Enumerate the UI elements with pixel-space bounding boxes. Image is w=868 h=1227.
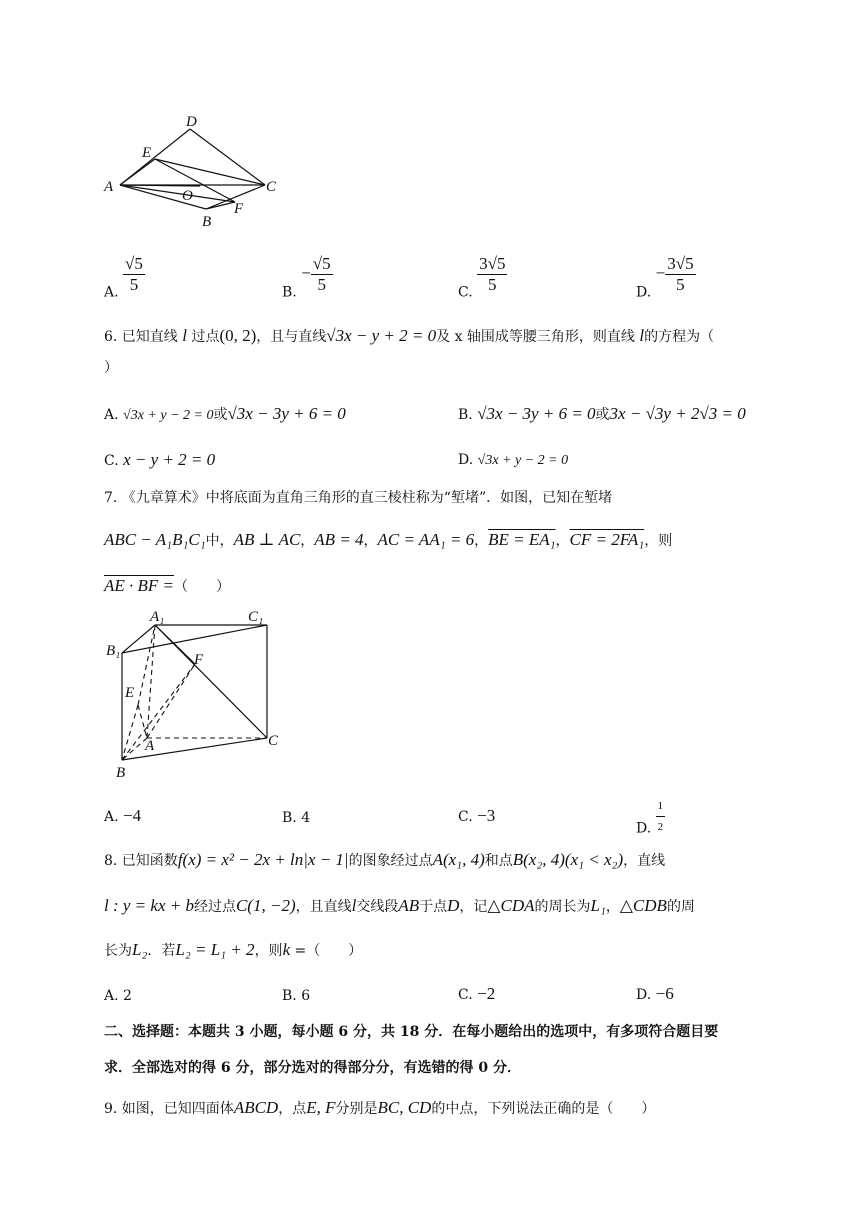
label-F: F <box>234 201 244 217</box>
label-E: E <box>142 145 152 161</box>
q5-option-a-fraction: $\frac{√5}{5}$ <box>125 254 143 294</box>
label-E-prism: E <box>125 685 135 701</box>
q5-option-a[interactable]: A. $\frac{√5}{5}$ <box>104 254 143 301</box>
q6-option-c[interactable]: C. x − y + 2 = 0 <box>104 450 216 469</box>
label-A-prism: A <box>145 738 155 754</box>
label-F-prism: F <box>194 652 204 668</box>
q5-option-b[interactable]: B. − $\frac{√5}{5}$ <box>282 254 331 301</box>
q6-stem: 6. 已知直线 l 过点(0, 2)，且与直线√3x − y + 2 = 0及 x 轴围成等腰三角形，则直线 l的方程为（ <box>104 326 715 345</box>
section-2-heading-line1: 二、选择题：本题共 3 小题，每小题 6 分，共 18 分．在每小题给出的选项中，有多项符合题目要 <box>104 1024 719 1040</box>
q8-option-a[interactable]: A. 2 <box>104 988 132 1004</box>
q7-option-b[interactable]: B. 4 <box>282 810 311 826</box>
q5-option-d-fraction: $\frac{3√5}{5}$ <box>667 254 694 294</box>
q7-stem-line2: ABC − A₁B₁C₁中，AB ⊥ AC，AB = 4，AC = AA₁ = 6，BE = EA₁，CF = 2FA₁，则 <box>104 530 673 549</box>
q6-option-b[interactable]: B. √3x − 3y + 6 = 0或3x − √3y + 2√3 = 0 <box>458 404 746 423</box>
q8-stem-line1: 8. 已知函数f(x) = x² − 2x + ln|x − 1|的图象经过点A(x₁, 4)和点B(x₂, 4)(x₁ < x₂)，直线 <box>104 850 666 869</box>
label-A: A <box>104 179 114 195</box>
q8-option-b[interactable]: B. 6 <box>282 988 311 1004</box>
q7-option-c[interactable]: C. −3 <box>458 806 496 825</box>
section-2-heading-line2: 求．全部选对的得 6 分，部分选对的得部分分，有选错的得 0 分． <box>104 1060 521 1076</box>
label-C: C <box>266 179 277 195</box>
label-B1: B₁ <box>106 643 121 659</box>
q5-option-c[interactable]: C. $\frac{3√5}{5}$ <box>458 254 506 301</box>
label-C1: C₁ <box>248 609 264 625</box>
label-B: B <box>202 214 212 230</box>
label-A1: A₁ <box>150 609 165 625</box>
q5-option-b-fraction: $\frac{√5}{5}$ <box>312 254 331 294</box>
q9-stem: 9. 如图，已知四面体ABCD，点E, F分别是BC, CD的中点，下列说法正确的是（ ） <box>104 1098 656 1117</box>
figure-quadrilateral <box>100 110 290 235</box>
q7-option-a[interactable]: A. −4 <box>104 806 142 825</box>
q8-stem-line3: 长为L₂．若L₂ = L₁ + 2，则k =（ ） <box>104 940 363 959</box>
q7-stem-line1: 7. 《九章算术》中将底面为直角三角形的直三棱柱称为“堑堵”．如图，已知在堑堵 <box>104 490 613 506</box>
q6-option-a[interactable]: A. √3x + y − 2 = 0或√3x − 3y + 6 = 0 <box>104 404 346 423</box>
label-B-prism: B <box>116 765 126 781</box>
q6-option-d[interactable]: D. √3x + y − 2 = 0 <box>458 452 569 468</box>
label-C-prism: C <box>268 733 279 749</box>
q6-stem-close: ） <box>104 360 118 376</box>
figure-prism <box>100 605 300 785</box>
label-D: D <box>186 114 197 130</box>
q7-option-d-fraction: $\frac{1}{2}$ <box>656 796 666 837</box>
q8-option-c[interactable]: C. −2 <box>458 984 496 1003</box>
q8-option-d[interactable]: D. −6 <box>636 984 674 1003</box>
q8-stem-line2: l : y = kx + b经过点C(1, −2)，且直线l交线段AB于点D，记△CDA的周长为L₁，△CDB的周 <box>104 896 695 915</box>
q7-question: AE · BF =（ ） <box>104 576 231 595</box>
q7-option-d[interactable]: D. $\frac{1}{2}$ <box>636 796 665 839</box>
label-O: O <box>182 188 193 204</box>
q5-option-d[interactable]: D. − $\frac{3√5}{5}$ <box>636 254 694 301</box>
q5-option-c-fraction: $\frac{3√5}{5}$ <box>479 254 506 294</box>
